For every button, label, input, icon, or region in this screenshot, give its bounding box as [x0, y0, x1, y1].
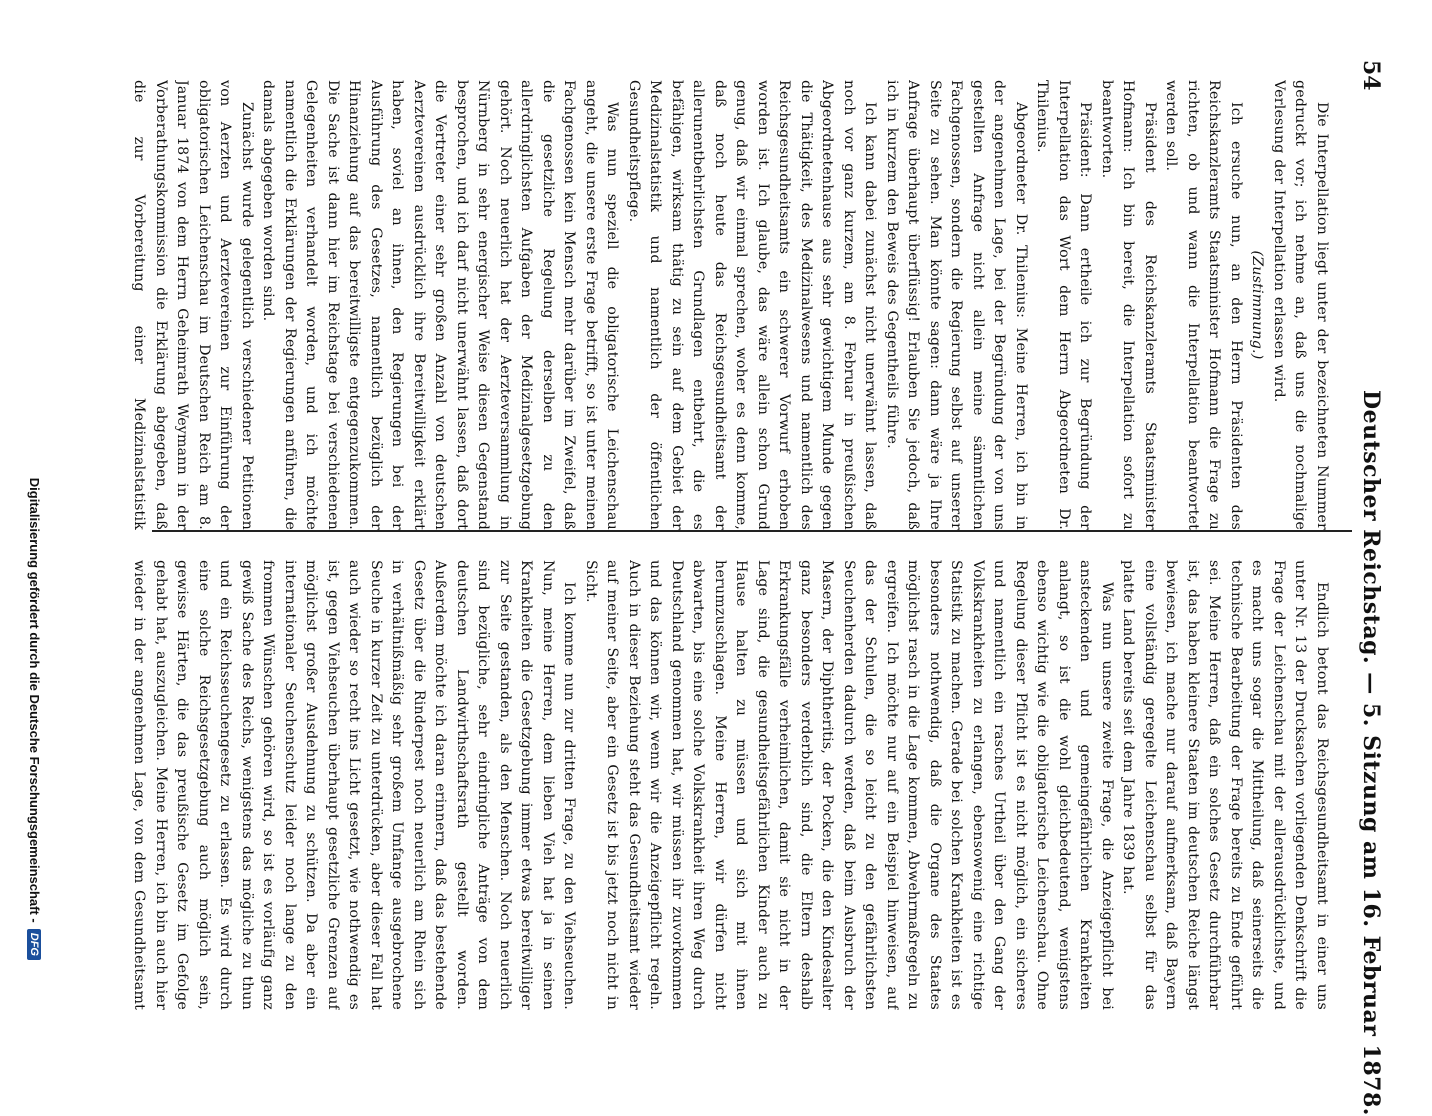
dfg-logo: DFG: [28, 929, 42, 960]
paragraph: Präsident des Reichskanzleramts Staatsminister Hofmann: Ich bin bereit, die Interpellation sofort zu beantworten.: [1099, 80, 1158, 530]
running-head: Deutscher Reichstag. — 5. Sitzung am 16. Februar 1878.: [1358, 390, 1384, 1116]
paragraph: Die Interpellation liegt unter der bezeichneten Nummer gedruckt vor; ich nehme an, daß uns die nochmalige Verlesung der Interpellation erlassen wird.: [1271, 80, 1330, 530]
digitization-credit: [27, 60, 42, 960]
column-divider: [152, 530, 1352, 532]
paragraph: Endlich betont das Reichsgesundheitsamt in einer uns unter Nr. 13 der Drucksachen vorliegenden Denkschrift die Frage der Leichenschau mit der allerausdrücklichste, und es macht uns sogar die Mittheilung, daß seinerseits die technische Bearbeitung der Frage bereits zu Ende geführt sei. Meine Herren, daß ein solches Gesetz durchführbar ist, das haben kleinere Staaten im deutschen Reiche längst bewiesen, ich mache nur darauf aufmerksam, daß Bayern eine vollständig geregelte Leichenschau selbst für das platte Land bereits seit dem Jahre 1839 hat.: [1120, 560, 1330, 1010]
paragraph: Ich ersuche nun, an den Herrn Präsidenten des Reichskanzleramts Staatsminister Hofmann die Frage zu richten, ob und wann die Interpellation beantwortet werden soll.: [1163, 80, 1244, 530]
paragraph-applause: (Zustimmung.): [1249, 250, 1266, 360]
right-text-column: [132, 560, 1332, 1010]
paragraph: Abgeordneter Dr. Thilenius: Meine Herren, ich bin in der angenehmen Lage, bei der Begründung der von uns gestellten Anfrage nicht allein meine sämmtlichen Fachgenossen, sondern die Regierung selbst auf unserer Seite zu sehen. Man könnte sagen: dann wäre ja Ihre Anfrage überhaupt überflüssig! Erlauben Sie jedoch, daß ich in kurzem den Beweis des Gegentheils führe.: [884, 80, 1029, 530]
paragraph: Was nun unsere zweite Frage, die Anzeigepflicht bei ansteckenden und gemeingefährlichen Krankheiten anlangt, so ist die wohl gleichbedeutend, wenigstens ebenso wichtig wie die obligatorische Leichenschau. Ohne Regelung dieser Pflicht ist es nicht möglich, ein sicheres und namentlich ein rasches Urtheil über den Gang der Volkskrankheiten zu erlangen, ebensowenig eine richtige Statistik zu machen. Gerade bei solchen Krankheiten ist es besonders nothwendig, daß die Organe des Staates möglichst rasch in die Lage kommen, Abwehrmaßregeln zu ergreifen. Ich möchte nur auf ein Beispiel hinweisen, auf das der Schulen, die so leicht zu den gefährlichsten Seuchenherden dadurch werden, daß beim Ausbruch der Masern, der Diphtheritis, der Pocken, die den Kindesalter ganz besonders verderblich sind, die Eltern deshalb Erkrankungsfälle verheimlichen, damit sie nicht in der Lage sind, die gesundheitsgefährlichen Kinder auch zu Hause halten zu müssen und sich mit ihnen herumzuschlagen. Meine Herren, wir dürfen nicht abwarten, bis eine solche Volkskrankheit ihren Weg durch Deutschland genommen hat, wir müssen ihr zuvorkommen und das können wir, wenn wir die Anzeigepflicht regeln. Auch in dieser Beziehung steht das Gesundheitsamt wieder auf meiner Seite, aber ein Gesetz ist bis jetzt noch nicht in Sicht.: [583, 560, 1115, 1010]
left-text-column: [132, 80, 1332, 530]
paragraph: Präsident: Dann ertheile ich zur Begründung der Interpellation das Wort dem Herrn Abgeordneten Dr. Thilenius.: [1034, 80, 1094, 530]
paragraph: Ich komme nun zur dritten Frage, zu den Viehseuchen. Nun, meine Herren, dem lieben Vieh hat ja in seinen Krankheiten die Gesetzgebung immer etwas bereitwilliger zur Seite gestanden, als den Menschen. Noch neuerlich sind bezügliche, sehr eindringliche Anträge von dem deutschen Landwirthschaftsrath gestellt worden. Außerdem möchte ich daran erinnern, daß das bestehende Gesetz über die Rinderpest noch neuerlich am Rhein sich in verhältnißmäßig sehr großem Umfange ausgebrochene Seuche in kurzer Zeit zu unterdrücken, aber dieser Fall hat auch wieder so recht ins Licht gesetzt, wie nothwendig es ist, gegen Viehseuchen überhaupt gesetzliche Grenzen auf möglichst großer Ausdehnung zu schützen. Da aber ein internationaler Seuchenschutz leider noch lange zu den frommen Wünschen gehören wird, so ist es vorläufig ganz gewiß Sache des Reichs, wenigstens das mögliche zu thun und ein Reichsseuchengesetz zu erlassen. Es wird durch eine solche Reichsgesetzgebung auch möglich sein, gewisse Härten, die das preußische Gesetz im Gefolge gehabt hat, auszugleichen. Meine Herren, ich bin auch hier wieder in der angenehmen Lage, von dem Gesundheitsamt: [132, 560, 578, 1010]
credit-text: Digitalisierung gefördert durch die Deutsche Forschungsgemeinschaft -: [27, 477, 42, 923]
paragraph: Ich kann dabei zunächst nicht unerwähnt lassen, daß noch vor ganz kurzem, am 8. Februar in preußischen Abgeordnetenhause aus sehr gewichtigem Munde gegen die Thätigkeit, des Medizinalwesens und namentlich des Reichsgesundheitsamts ein schwerer Vorwurf erhoben worden ist. Ich glaube, das wäre allein schon Grund genug, daß wir einmal sprechen, woher es denn komme, daß noch heute das Reichsgesundheitsamt der allerunentbehrlichsten Grundlagen entbehrt, die es befähigen, wirksam thätig zu sein auf dem Gebiet der Medizinalstatistik und namentlich der öffentlichen Gesundheitspflege.: [626, 80, 879, 530]
paragraph: Was nun speziell die obligatorische Leichenschau angeht, die unsere erste Frage betrifft, so ist unter meinen Fachgenossen kein Mensch mehr darüber im Zweifel, daß die gesetzliche Regelung derselben zu den allerdringlichsten Aufgaben der Medizinalgesetzgebung gehört. Noch neuerlich hat der Aerzteversammlung in Nürnberg in sehr energischer Weise diesen Gegenstand besprochen, und ich darf nicht unerwähnt lassen, daß dort die Vertreter einer sehr großen Anzahl von deutschen Aerztevereinen ausdrücklich ihre Bereitwilligkeit erklärt haben, soviel an ihnen, den Regierungen bei der Ausführung des Gesetzes, namentlich bezüglich der Hinanziehung auf das bereitwilligste entgegenzukommen. Die Sache ist dann hier im Reichstage bei verschiedenen Gelegenheiten verhandelt worden, und ich möchte namentlich die Erklärungen der Regierungen anführen, die damals abgegeben worden sind.: [260, 80, 621, 530]
page-number: 54: [1358, 60, 1384, 91]
page-header: [1344, 60, 1384, 1116]
paragraph: Zunächst wurde gelegentlich verschiedener Petitionen von Aerzten und Aerztevereinen zur Einführung der obligatorischen Leichenschau im Deutschen Reich am 8. Januar 1874 von dem Herrn Geheimrath Weymann in der Vorberathungskommission die Erklärung abgegeben, daß die zur Vorbereitung einer Medizinalstatistik: [132, 80, 255, 530]
